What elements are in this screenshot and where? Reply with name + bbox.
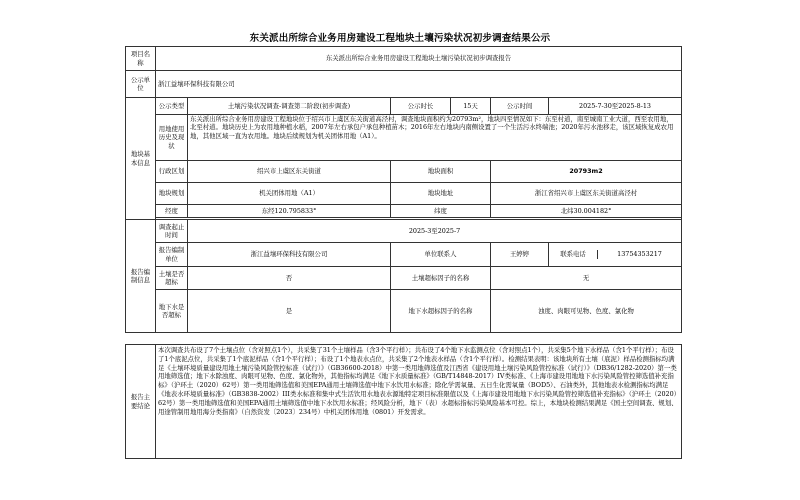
history-value: 东关派出所综合业务用房建设工程地块位于绍兴市上虞区东关街道高泾村，调查地块面积约为20793m²，地块四至情况如下：东至村道，南至城南工业大道，西至农用地，北至村道。地块历史上为农用地种植水稻，2007年左右承包户承包种植苗木；2016年左右地块内南侧设置了一个生活污水终端池；2020年污水池移走，该区域恢复成农用地，其他区域一直为农用地。地块后续规划为机关团体用地（A1）。 [188, 115, 682, 161]
lon-value: 东经120.795833° [188, 205, 391, 218]
conclusion-label: 报告主要结论 [126, 345, 156, 459]
district-label: 行政区划 [156, 161, 188, 183]
phone-value: 13754353217 [617, 250, 662, 259]
soil-factor-value: 无 [491, 267, 682, 290]
survey-time-label: 调查起止时间 [156, 220, 188, 243]
lon-label: 经度 [156, 205, 188, 218]
survey-type-label: 公示类型 [156, 98, 188, 115]
period-label: 公示时间 [491, 98, 549, 115]
address-value: 浙江省绍兴市上虞区东关街道高泾村 [491, 183, 682, 205]
period-value: 2025-7-30至2025-8-13 [549, 98, 682, 115]
basic-info-section-label: 地块基本信息 [126, 98, 156, 220]
area-label: 地块面积 [391, 161, 491, 183]
planning-value: 机关团体用地（A1） [188, 183, 391, 205]
phone-label: 联系电话 [549, 250, 598, 258]
duration-value: 15天 [451, 98, 491, 115]
project-name-value: 东关派出所综合业务用房建设工程地块土壤污染状况初步调查报告 [156, 47, 682, 71]
survey-type-value: 土壤污染状况调查-调查第二阶段(初步调查) [188, 98, 391, 115]
lat-value: 北纬30.004182° [491, 205, 682, 218]
conclusion-table [125, 344, 682, 459]
water-exceed-label: 地下水是否超标 [156, 290, 188, 333]
compiler-value: 浙江益壤环保科技有限公司 [188, 243, 391, 267]
water-exceed-value: 是 [188, 290, 391, 333]
history-label: 用地使用历史及现状 [156, 115, 188, 161]
publisher-value: 浙江益壤环保科技有限公司 [156, 71, 682, 98]
water-factor-label: 地下水超标因子的名称 [391, 290, 491, 333]
duration-label: 公示时长 [391, 98, 451, 115]
contact-value: 王婷婷 [491, 243, 549, 267]
report-section-label: 报告编制信息 [126, 220, 156, 333]
water-factor-value: 浊度、肉眼可见物、色度、氯化物 [491, 290, 682, 333]
contact-label: 单位联系人 [391, 243, 491, 267]
compiler-label: 报告编制单位 [156, 243, 188, 267]
publisher-label: 公示单位 [126, 71, 156, 98]
address-label: 地块地址 [391, 183, 491, 205]
project-name-label: 项目名称 [126, 47, 156, 71]
page-title: 东关派出所综合业务用房建设工程地块土壤污染状况初步调查结果公示 [249, 33, 551, 44]
soil-exceed-label: 土壤是否超标 [156, 267, 188, 290]
conclusion-text: 本次调查共布设了7个土壤点位（含对照点1个），共采集了31个土壤样品（含3个平行样）；共布设了4个地下水监测点位（含对照点1个），共采集5个地下水样品（含1个平行样）；布设了1个底泥点位，共采集了1个底泥样品（含1个平行样）；布设了1个地表水点位，共采集了2个地表水样品（含1个平行样）。检测结果表明：该地块所有土壤（底泥）样品检测指标均满足《土壤环境质量建设用地土壤污染风险管控标准（试行）》（GB36600-2018）中第一类用地筛选值及江西省《建设用地土壤污染风险管控标准（试行）》（DB36/1282-2020）第一类用地筛选值；地下水除浊度、肉眼可见物、色度、氯化物外，其他指标均满足《地下水质量标准》（GB/T14848-2017）IV类标准、《上海市建设用地地下水污染风险管控筛选值补充指标》（沪环土（2020）62号）第一类用地筛选值和美国EPA通用土壤筛选值中地下水饮用水标准；除化学需氧量、五日生化需氧量（BOD5）、石油类外，其他地表水检测指标均满足《地表水环境质量标准》（GB3838-2002）III类水标准和集中式生活饮用水地表水源地特定项目标准限值以及《上海市建设用地地下水污染风险管控筛选值补充指标》（沪环土（2020）62号）第一类用地筛选值和美国EPA通用土壤筛选值中地下水饮用水标准；经风险分析，地下（表）水超标指标污染风险基本可控。综上，本地块检测结果满足《国土空间调查、规划、用途管制用地用海分类指南》（自然资发〔2023〕234号）中机关团体用地（0801）开发需求。 [156, 345, 682, 459]
planning-label: 地块规划 [156, 183, 188, 205]
soil-exceed-value: 否 [188, 267, 391, 290]
soil-factor-label: 土壤超标因子的名称 [391, 267, 491, 290]
survey-time-value: 2025-3至2025-7 [188, 220, 682, 243]
district-value: 绍兴市上虞区东关街道 [188, 161, 391, 183]
info-table [125, 46, 682, 333]
lat-label: 纬度 [391, 205, 491, 218]
area-value: 20793m2 [491, 161, 682, 183]
